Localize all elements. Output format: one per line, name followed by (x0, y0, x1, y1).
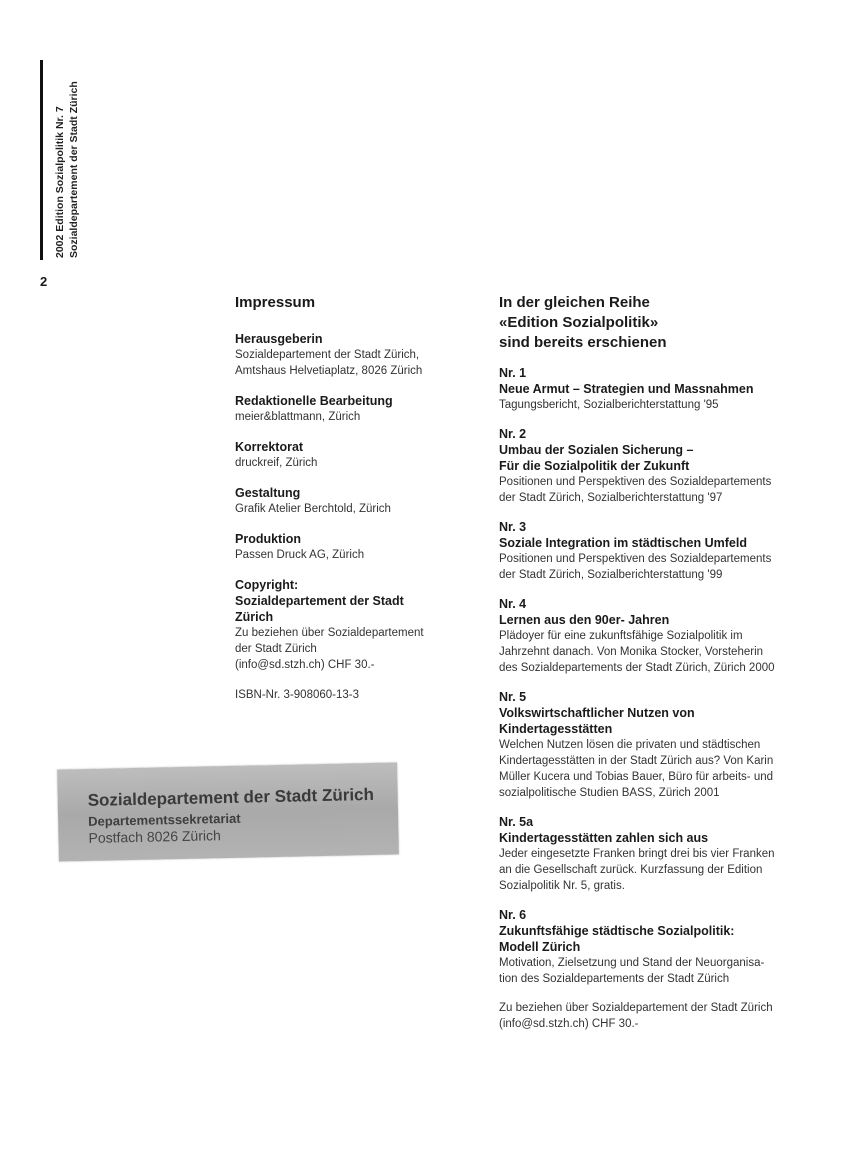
copyright-label: Sozialdepartement der Stadt (235, 594, 404, 608)
book-title: Volkswirtschaftlicher Nutzen von (499, 706, 695, 720)
book-entry (499, 596, 809, 676)
book-description: des Sozialdepartements der Stadt Zürich, Zürich 2000 (499, 662, 775, 674)
herausgeberin-label: Herausgeberin (235, 332, 323, 346)
book-entry (499, 689, 809, 801)
redaktion-label: Redaktionelle Bearbeitung (235, 394, 393, 408)
korrektorat-value: druckreif, Zürich (235, 457, 318, 469)
book-number: Nr. 3 (499, 520, 527, 534)
book-number: Nr. 5 (499, 690, 527, 704)
order-line: Zu beziehen über Sozialdepartement der Stadt Zürich (499, 1002, 773, 1014)
book-title: Kindertagesstätten (499, 722, 613, 736)
impressum-title: Impressum (235, 294, 316, 311)
page-number: 2 (40, 274, 48, 289)
book-description: sozialpolitische Studien BASS, Zürich 2001 (499, 787, 720, 799)
redaktion-value: meier&blattmann, Zürich (235, 411, 361, 423)
isbn: ISBN-Nr. 3-908060-13-3 (235, 689, 360, 701)
produktion-label: Produktion (235, 532, 301, 546)
herausgeberin-line: Sozialdepartement der Stadt Zürich, (235, 349, 420, 361)
book-description: Sozialpolitik Nr. 5, gratis. (499, 880, 625, 892)
book-title: Neue Armut – Strategien und Massnahmen (499, 382, 754, 396)
produktion-value: Passen Druck AG, Zürich (235, 549, 365, 561)
book-description: Positionen und Perspektiven des Sozialdepartements (499, 476, 772, 488)
department-stamp (57, 762, 399, 861)
book-entry (499, 814, 809, 894)
book-title: Zukunftsfähige städtische Sozialpolitik: (499, 924, 735, 938)
book-entry (499, 907, 809, 987)
book-description: Motivation, Zielsetzung und Stand der Neuorganisa- (499, 957, 765, 969)
book-title: Für die Sozialpolitik der Zukunft (499, 459, 690, 473)
book-description: Welchen Nutzen lösen die privaten und städtischen (499, 739, 761, 751)
series-sidebar-label (53, 81, 81, 258)
gestaltung-value: Grafik Atelier Berchtold, Zürich (235, 503, 391, 515)
korrektorat-block (235, 439, 465, 471)
copyright-line: der Stadt Zürich (235, 643, 317, 655)
book-description: der Stadt Zürich, Sozialberichterstattung '97 (499, 492, 723, 504)
gestaltung-block (235, 485, 465, 517)
series-title-line: «Edition Sozialpolitik» (499, 314, 659, 331)
copyright-label: Copyright: (235, 578, 299, 592)
book-number: Nr. 4 (499, 597, 527, 611)
book-entry (499, 519, 809, 583)
book-title: Soziale Integration im städtischen Umfeld (499, 536, 747, 550)
book-entry (499, 426, 809, 506)
gestaltung-label: Gestaltung (235, 486, 301, 500)
herausgeberin-block (235, 331, 465, 379)
order-line: (info@sd.stzh.ch) CHF 30.- (499, 1018, 639, 1030)
series-title (499, 293, 809, 353)
korrektorat-label: Korrektorat (235, 440, 304, 454)
book-description: Kindertagesstätten in der Stadt Zürich aus? Von Karin (499, 755, 774, 767)
copyright-line: (info@sd.stzh.ch) CHF 30.- (235, 659, 375, 671)
book-description: an die Gesellschaft zurück. Kurzfassung der Edition (499, 864, 763, 876)
copyright-label: Zürich (235, 610, 274, 624)
book-description: Jahrzehnt danach. Von Monika Stocker, Vorsteherin (499, 646, 764, 658)
copyright-line: Zu beziehen über Sozialdepartement (235, 627, 424, 639)
book-description: tion des Sozialdepartements der Stadt Zürich (499, 973, 730, 985)
book-description: Plädoyer für eine zukunftsfähige Sozialpolitik im (499, 630, 743, 642)
book-title: Kindertagesstätten zahlen sich aus (499, 831, 709, 845)
stamp-line: Sozialdepartement der Stadt Zürich (87, 784, 375, 810)
book-description: Tagungsbericht, Sozialberichterstattung '95 (499, 399, 719, 411)
produktion-block (235, 531, 465, 563)
book-number: Nr. 2 (499, 427, 527, 441)
series-title-line: In der gleichen Reihe (499, 294, 650, 311)
impressum-column (235, 293, 465, 703)
stamp-line: Postfach 8026 Zürich (88, 827, 221, 846)
book-description: Jeder eingesetzte Franken bringt drei bis vier Franken (499, 848, 775, 860)
side-rule (40, 60, 43, 260)
sidebar-line-edition: 2002 Edition Sozialpolitik Nr. 7 (54, 106, 66, 258)
series-column (499, 293, 809, 1032)
order-info (499, 1000, 809, 1032)
book-entry (499, 365, 809, 413)
book-number: Nr. 5a (499, 815, 534, 829)
book-number: Nr. 1 (499, 366, 527, 380)
book-list (499, 365, 809, 987)
book-number: Nr. 6 (499, 908, 527, 922)
book-description: der Stadt Zürich, Sozialberichterstattung '99 (499, 569, 723, 581)
book-description: Müller Kucera und Tobias Bauer, Büro für arbeits- und (499, 771, 774, 783)
book-title: Lernen aus den 90er- Jahren (499, 613, 670, 627)
copyright-block (235, 577, 465, 673)
series-title-line: sind bereits erschienen (499, 334, 667, 351)
herausgeberin-line: Amtshaus Helvetiaplatz, 8026 Zürich (235, 365, 423, 377)
book-title: Umbau der Sozialen Sicherung – (499, 443, 694, 457)
book-title: Modell Zürich (499, 940, 581, 954)
stamp-line: Departementssekretariat (88, 810, 241, 829)
redaktion-block (235, 393, 465, 425)
sidebar-line-department: Sozialdepartement der Stadt Zürich (68, 81, 80, 258)
book-description: Positionen und Perspektiven des Sozialdepartements (499, 553, 772, 565)
